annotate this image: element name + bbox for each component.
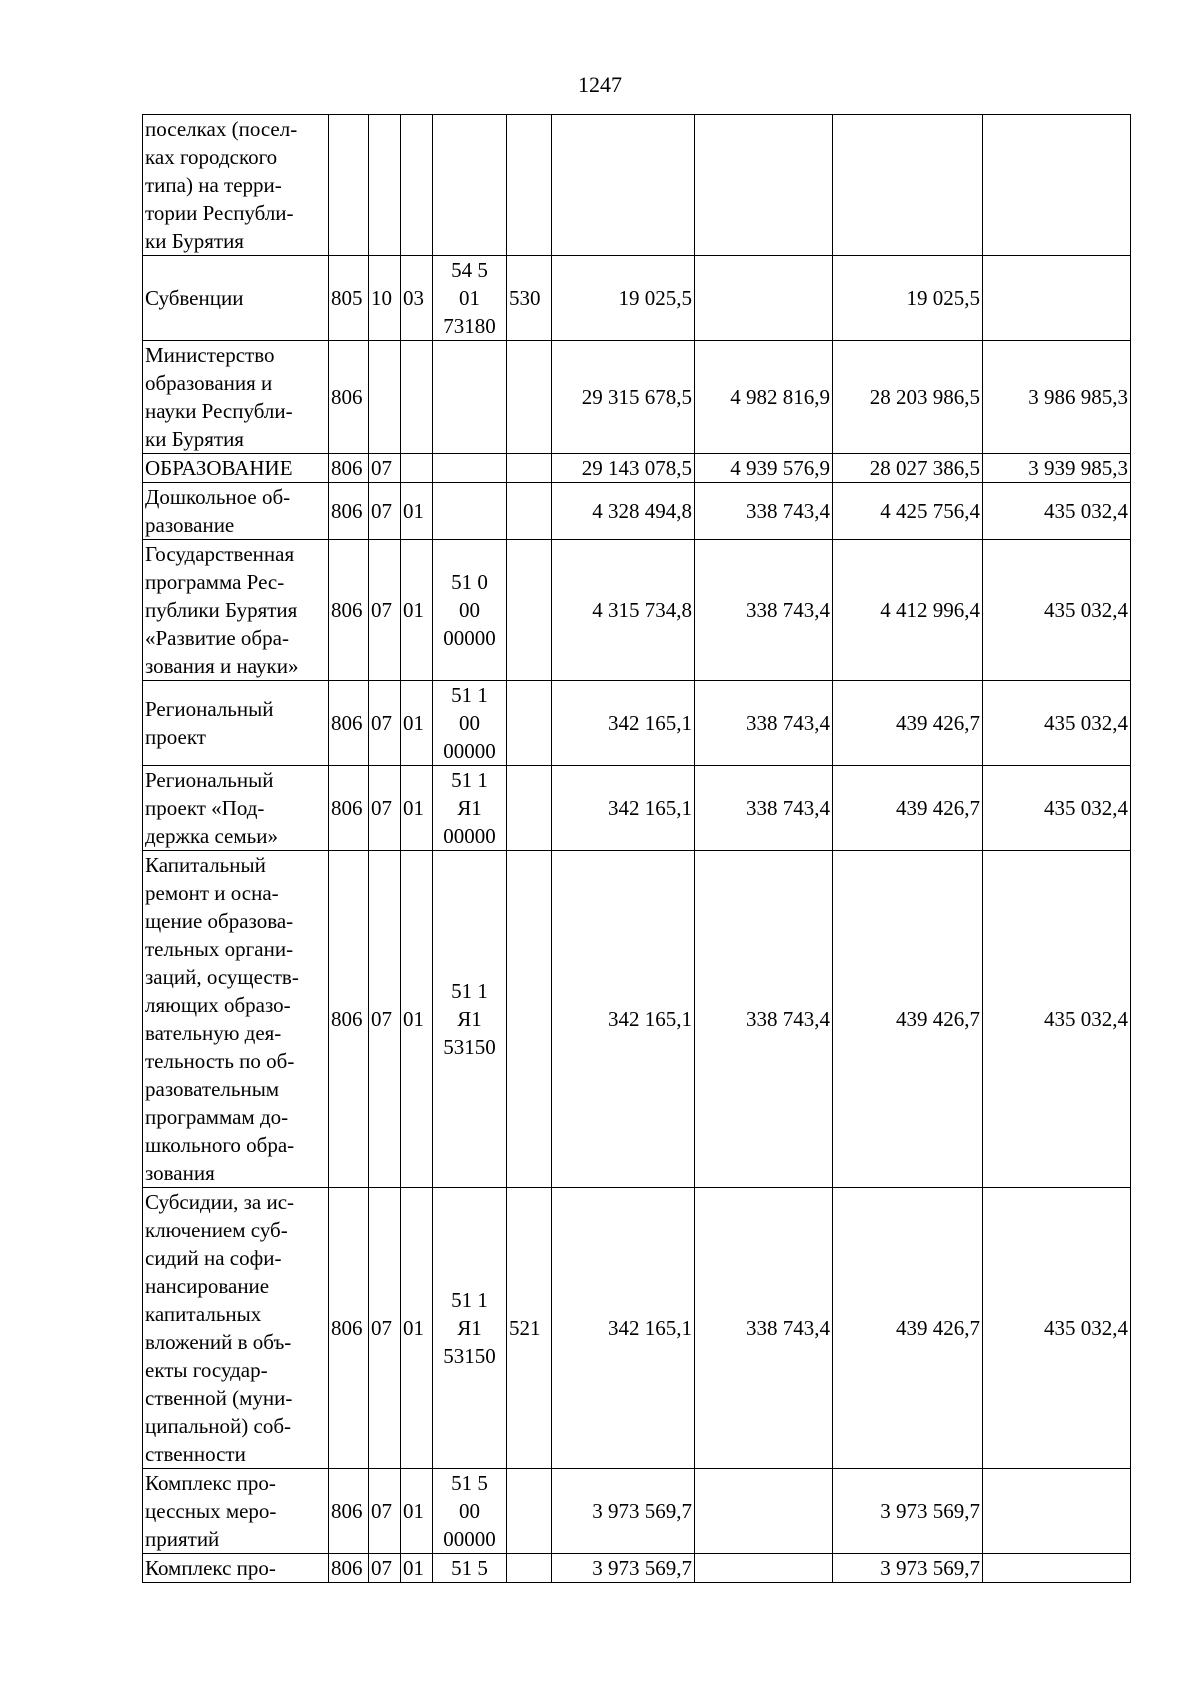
row-name-cell <box>143 341 329 454</box>
ministry-code-cell: 806 <box>329 851 369 1188</box>
target-article-line: Я1 <box>457 796 482 820</box>
row-name-line: держка семьи» <box>145 824 278 848</box>
page-number: 1247 <box>578 72 622 97</box>
amount-cell-1: 342 165,1 <box>552 766 695 851</box>
amount-cell-3: 19 025,5 <box>833 256 983 341</box>
target-article-cell <box>433 341 507 454</box>
expense-type-cell <box>507 454 552 483</box>
row-name-line: ственной (муни- <box>145 1386 293 1410</box>
row-name-line: цессных меро- <box>145 1499 277 1523</box>
target-article-line: 54 5 <box>451 258 488 282</box>
amount-cell-1: 19 025,5 <box>552 256 695 341</box>
amount-cell-1: 342 165,1 <box>552 681 695 766</box>
target-article-line: 73180 <box>443 314 496 338</box>
table-row <box>143 454 1131 483</box>
table-row <box>143 1188 1131 1469</box>
row-name-line: Региональный <box>145 768 274 792</box>
subsection-code-cell: 01 <box>401 681 433 766</box>
subsection-code-cell: 01 <box>401 1554 433 1583</box>
section-code-cell: 07 <box>369 1554 401 1583</box>
table-row <box>143 115 1131 256</box>
row-name-line: ремонт и осна- <box>145 881 279 905</box>
ministry-code-cell: 806 <box>329 454 369 483</box>
target-article-line: 51 5 <box>451 1556 488 1580</box>
table-row <box>143 766 1131 851</box>
amount-cell-2: 4 939 576,9 <box>695 454 833 483</box>
amount-cell-2: 338 743,4 <box>695 1188 833 1469</box>
target-article-cell <box>433 454 507 483</box>
row-name-line: вательную дея- <box>145 1021 282 1045</box>
subsection-code-cell <box>401 341 433 454</box>
expense-type-cell <box>507 1469 552 1554</box>
row-name-line: щение образова- <box>145 909 294 933</box>
target-article-cell <box>433 540 507 681</box>
amount-cell-4 <box>983 115 1131 256</box>
section-code-cell: 07 <box>369 454 401 483</box>
table-row <box>143 341 1131 454</box>
amount-cell-2: 338 743,4 <box>695 766 833 851</box>
target-article-line: 00 <box>459 711 480 735</box>
ministry-code-cell: 806 <box>329 483 369 540</box>
amount-cell-2: 4 982 816,9 <box>695 341 833 454</box>
amount-cell-1: 342 165,1 <box>552 851 695 1188</box>
row-name-line: тельных органи- <box>145 937 294 961</box>
expense-type-cell: 530 <box>507 256 552 341</box>
row-name-line: Комплекс про- <box>145 1471 276 1495</box>
subsection-code-cell: 01 <box>401 1188 433 1469</box>
target-article-line: Я1 <box>457 1316 482 1340</box>
expense-type-cell <box>507 766 552 851</box>
row-name-cell <box>143 681 329 766</box>
row-name-cell <box>143 115 329 256</box>
section-code-cell: 07 <box>369 483 401 540</box>
target-article-line: 51 1 <box>451 979 488 1003</box>
row-name-line: ки Бурятия <box>145 229 244 253</box>
row-name-cell <box>143 483 329 540</box>
amount-cell-2: 338 743,4 <box>695 483 833 540</box>
amount-cell-4: 435 032,4 <box>983 483 1131 540</box>
section-code-cell: 07 <box>369 1188 401 1469</box>
ministry-code-cell: 806 <box>329 1469 369 1554</box>
amount-cell-3: 439 426,7 <box>833 681 983 766</box>
expense-type-cell <box>507 1554 552 1583</box>
row-name-line: ках городского <box>145 145 278 169</box>
row-name-line: ципальной) соб- <box>145 1414 291 1438</box>
expense-type-cell <box>507 540 552 681</box>
row-name-line: сидий на софи- <box>145 1246 282 1270</box>
amount-cell-1: 3 973 569,7 <box>552 1469 695 1554</box>
section-code-cell: 07 <box>369 540 401 681</box>
row-name-line: Капитальный <box>145 853 266 877</box>
target-article-cell <box>433 851 507 1188</box>
row-name-line: Дошкольное об- <box>145 485 291 509</box>
section-code-cell: 10 <box>369 256 401 341</box>
section-code-cell: 07 <box>369 766 401 851</box>
row-name-line: науки Республи- <box>145 399 293 423</box>
target-article-cell <box>433 1554 507 1583</box>
ministry-code-cell: 805 <box>329 256 369 341</box>
section-code-cell: 07 <box>369 681 401 766</box>
target-article-cell <box>433 1188 507 1469</box>
section-code-cell: 07 <box>369 851 401 1188</box>
row-name-line: Субсидии, за ис- <box>145 1190 295 1214</box>
row-name-line: программам до- <box>145 1105 289 1129</box>
amount-cell-2 <box>695 1469 833 1554</box>
target-article-line: 00000 <box>443 626 496 650</box>
row-name-line: поселках (посел- <box>145 117 298 141</box>
row-name-cell <box>143 540 329 681</box>
ministry-code-cell <box>329 115 369 256</box>
amount-cell-1 <box>552 115 695 256</box>
target-article-line: 01 <box>459 286 480 310</box>
amount-cell-3: 28 027 386,5 <box>833 454 983 483</box>
row-name-line: Комплекс про- <box>145 1556 276 1580</box>
row-name-cell <box>143 1469 329 1554</box>
target-article-line: 00000 <box>443 1527 496 1551</box>
amount-cell-4: 435 032,4 <box>983 681 1131 766</box>
subsection-code-cell: 01 <box>401 483 433 540</box>
expense-type-cell: 521 <box>507 1188 552 1469</box>
amount-cell-1: 4 315 734,8 <box>552 540 695 681</box>
amount-cell-1: 29 143 078,5 <box>552 454 695 483</box>
table-row <box>143 1554 1131 1583</box>
subsection-code-cell: 01 <box>401 1469 433 1554</box>
row-name-line: заций, осуществ- <box>145 965 299 989</box>
section-code-cell <box>369 115 401 256</box>
amount-cell-4: 435 032,4 <box>983 766 1131 851</box>
table-row <box>143 1469 1131 1554</box>
ministry-code-cell: 806 <box>329 540 369 681</box>
ministry-code-cell: 806 <box>329 1188 369 1469</box>
amount-cell-4: 435 032,4 <box>983 1188 1131 1469</box>
row-name-line: ки Бурятия <box>145 427 244 451</box>
row-name-cell <box>143 1188 329 1469</box>
row-name-line: тории Республи- <box>145 201 294 225</box>
row-name-line: разование <box>145 513 235 537</box>
ministry-code-cell: 806 <box>329 341 369 454</box>
row-name-line: Региональный <box>145 697 274 721</box>
table-row <box>143 681 1131 766</box>
row-name-line: ляющих образо- <box>145 993 291 1017</box>
amount-cell-2 <box>695 1554 833 1583</box>
row-name-line: типа) на терри- <box>145 173 282 197</box>
row-name-line: капитальных <box>145 1302 262 1326</box>
row-name-line: программа Рес- <box>145 570 285 594</box>
row-name-line: екты государ- <box>145 1358 268 1382</box>
amount-cell-2 <box>695 256 833 341</box>
amount-cell-4: 435 032,4 <box>983 851 1131 1188</box>
amount-cell-3: 439 426,7 <box>833 851 983 1188</box>
target-article-line: 51 1 <box>451 768 488 792</box>
target-article-cell <box>433 256 507 341</box>
target-article-cell <box>433 115 507 256</box>
target-article-cell <box>433 1469 507 1554</box>
target-article-line: 00000 <box>443 824 496 848</box>
amount-cell-4: 3 986 985,3 <box>983 341 1131 454</box>
amount-cell-2: 338 743,4 <box>695 540 833 681</box>
amount-cell-2: 338 743,4 <box>695 681 833 766</box>
row-name-line: нансирование <box>145 1274 270 1298</box>
amount-cell-4 <box>983 1469 1131 1554</box>
amount-cell-3: 439 426,7 <box>833 1188 983 1469</box>
target-article-line: 51 5 <box>451 1471 488 1495</box>
row-name-line: проект <box>145 725 206 749</box>
row-name-line: ключением суб- <box>145 1218 288 1242</box>
target-article-cell <box>433 483 507 540</box>
subsection-code-cell: 01 <box>401 851 433 1188</box>
section-code-cell: 07 <box>369 1469 401 1554</box>
ministry-code-cell: 806 <box>329 1554 369 1583</box>
subsection-code-cell: 01 <box>401 540 433 681</box>
row-name-line: образования и <box>145 371 273 395</box>
row-name-line: Государственная <box>145 542 295 566</box>
amount-cell-3: 28 203 986,5 <box>833 341 983 454</box>
table-row <box>143 256 1131 341</box>
row-name-line: «Развитие обра- <box>145 626 289 650</box>
subsection-code-cell <box>401 115 433 256</box>
target-article-line: 00000 <box>443 739 496 763</box>
row-name-line: вложений в объ- <box>145 1330 292 1354</box>
amount-cell-1: 4 328 494,8 <box>552 483 695 540</box>
amount-cell-1: 29 315 678,5 <box>552 341 695 454</box>
table-body <box>143 115 1131 1583</box>
table-row <box>143 851 1131 1188</box>
expense-type-cell <box>507 483 552 540</box>
target-article-line: 00 <box>459 1499 480 1523</box>
row-name-cell <box>143 766 329 851</box>
section-code-cell <box>369 341 401 454</box>
row-name-line: ственности <box>145 1442 246 1466</box>
target-article-line: Я1 <box>457 1007 482 1031</box>
amount-cell-3: 3 973 569,7 <box>833 1554 983 1583</box>
ministry-code-cell: 806 <box>329 766 369 851</box>
row-name-line: тельность по об- <box>145 1049 295 1073</box>
expense-type-cell <box>507 115 552 256</box>
amount-cell-4: 435 032,4 <box>983 540 1131 681</box>
row-name-line: публики Бурятия <box>145 598 298 622</box>
expense-type-cell <box>507 851 552 1188</box>
row-name-line: разовательным <box>145 1077 280 1101</box>
subsection-code-cell: 03 <box>401 256 433 341</box>
table-row <box>143 483 1131 540</box>
amount-cell-4: 3 939 985,3 <box>983 454 1131 483</box>
row-name-line: зования <box>145 1161 215 1185</box>
target-article-line: 51 0 <box>451 570 488 594</box>
row-name-line: Министерство <box>145 343 275 367</box>
row-name-cell <box>143 1554 329 1583</box>
target-article-line: 51 1 <box>451 683 488 707</box>
row-name-line: ОБРАЗОВАНИЕ <box>145 456 293 480</box>
budget-table <box>142 114 1131 1583</box>
row-name-cell <box>143 256 329 341</box>
amount-cell-2 <box>695 115 833 256</box>
row-name-line: приятий <box>145 1527 220 1551</box>
target-article-line: 53150 <box>443 1035 496 1059</box>
row-name-line: школьного обра- <box>145 1133 295 1157</box>
amount-cell-2: 338 743,4 <box>695 851 833 1188</box>
amount-cell-3: 4 425 756,4 <box>833 483 983 540</box>
amount-cell-1: 342 165,1 <box>552 1188 695 1469</box>
amount-cell-3: 439 426,7 <box>833 766 983 851</box>
subsection-code-cell: 01 <box>401 766 433 851</box>
amount-cell-3 <box>833 115 983 256</box>
target-article-cell <box>433 766 507 851</box>
table-row <box>143 540 1131 681</box>
amount-cell-3: 4 412 996,4 <box>833 540 983 681</box>
row-name-cell <box>143 851 329 1188</box>
target-article-line: 51 1 <box>451 1288 488 1312</box>
amount-cell-4 <box>983 1554 1131 1583</box>
row-name-line: Субвенции <box>145 286 244 310</box>
expense-type-cell <box>507 341 552 454</box>
row-name-line: проект «Под- <box>145 796 265 820</box>
amount-cell-1: 3 973 569,7 <box>552 1554 695 1583</box>
target-article-line: 53150 <box>443 1344 496 1368</box>
ministry-code-cell: 806 <box>329 681 369 766</box>
target-article-line: 00 <box>459 598 480 622</box>
row-name-line: зования и науки» <box>145 654 299 678</box>
target-article-cell <box>433 681 507 766</box>
subsection-code-cell <box>401 454 433 483</box>
row-name-cell <box>143 454 329 483</box>
amount-cell-4 <box>983 256 1131 341</box>
amount-cell-3: 3 973 569,7 <box>833 1469 983 1554</box>
expense-type-cell <box>507 681 552 766</box>
